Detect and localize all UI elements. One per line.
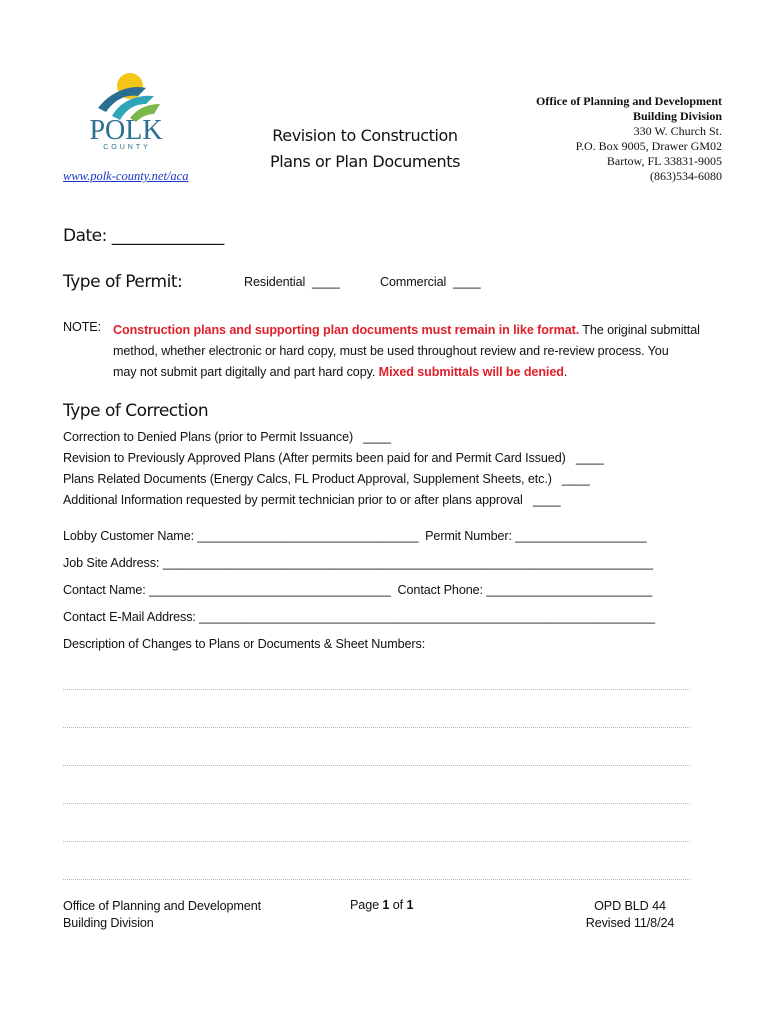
commercial-option[interactable]: Commercial ____ (380, 275, 481, 289)
street-address: 330 W. Church St. (633, 124, 722, 138)
description-line[interactable] (63, 879, 690, 880)
permit-type-heading: Type of Permit: (63, 272, 183, 292)
correction-option-revision[interactable]: Revision to Previously Approved Plans (After permits been paid for and Permit Card Issued) ____ (63, 451, 604, 465)
note-line3-end: . (563, 365, 568, 379)
description-line[interactable] (63, 689, 690, 690)
contact-name-phone-field[interactable]: Contact Name: ___________________________________ Contact Phone: ________________________ (63, 583, 653, 597)
description-line[interactable] (63, 765, 690, 766)
page-prefix: Page (350, 898, 383, 912)
note-line2: method, whether electronic or hard copy, must be used throughout review and re-review process. You (113, 344, 669, 358)
description-line[interactable] (63, 727, 690, 728)
office-phone: (863)534-6080 (650, 169, 722, 183)
note-text (113, 320, 733, 383)
form-title-line2: Plans or Plan Documents (269, 152, 461, 171)
correction-option-documents[interactable]: Plans Related Documents (Energy Calcs, FL Product Approval, Supplement Sheets, etc.) ____ (63, 472, 590, 486)
note-warning-format: Construction plans and supporting plan documents must remain in like format. (113, 323, 580, 337)
description-line[interactable] (63, 841, 690, 842)
footer-office (63, 898, 261, 932)
form-id: OPD BLD 44 (594, 899, 666, 913)
note-label: NOTE: (63, 320, 101, 334)
note-warning-mixed: Mixed submittals will be denied (378, 365, 564, 379)
city-state-zip: Bartow, FL 33831-9005 (606, 154, 722, 168)
office-name: Office of Planning and Development (536, 94, 722, 108)
po-box: P.O. Box 9005, Drawer GM02 (575, 139, 722, 153)
office-address-block (536, 94, 722, 184)
division-name: Building Division (632, 109, 722, 123)
residential-option[interactable]: Residential ____ (244, 275, 340, 289)
footer-division: Building Division (63, 916, 154, 930)
page-total: 1 (406, 898, 414, 912)
footer-office-name: Office of Planning and Development (63, 899, 261, 913)
revision-date: Revised 11/8/24 (585, 916, 675, 930)
description-label: Description of Changes to Plans or Documents & Sheet Numbers: (63, 637, 426, 651)
page-current: 1 (382, 898, 390, 912)
job-site-address-field[interactable]: Job Site Address: _______________________________________________________________________ (63, 556, 653, 570)
contact-email-field[interactable]: Contact E-Mail Address: __________________________________________________________________ (63, 610, 655, 624)
correction-option-additional[interactable]: Additional Information requested by permit technician prior to or after plans approval ____ (63, 493, 561, 507)
note-line1-rest: The original submittal (579, 323, 700, 337)
correction-heading: Type of Correction (63, 401, 209, 421)
form-id-block (582, 898, 678, 932)
page-number (350, 898, 413, 912)
form-title-line1: Revision to Construction (272, 126, 458, 145)
website-link[interactable]: www.polk-county.net/aca (63, 169, 189, 183)
logo-subtitle: COUNTY (103, 144, 151, 151)
lobby-customer-permit-number-field[interactable]: Lobby Customer Name: ________________________________ Permit Number: ___________________ (63, 529, 647, 543)
date-field[interactable]: Date: ______________ (63, 226, 224, 246)
form-title (240, 123, 490, 175)
note-line3-start: may not submit part digitally and part hard copy. (113, 365, 379, 379)
correction-option-denied[interactable]: Correction to Denied Plans (prior to Permit Issuance) ____ (63, 430, 391, 444)
description-line[interactable] (63, 803, 690, 804)
page-of: of (389, 898, 407, 912)
logo-wordmark: POLK (89, 115, 163, 146)
